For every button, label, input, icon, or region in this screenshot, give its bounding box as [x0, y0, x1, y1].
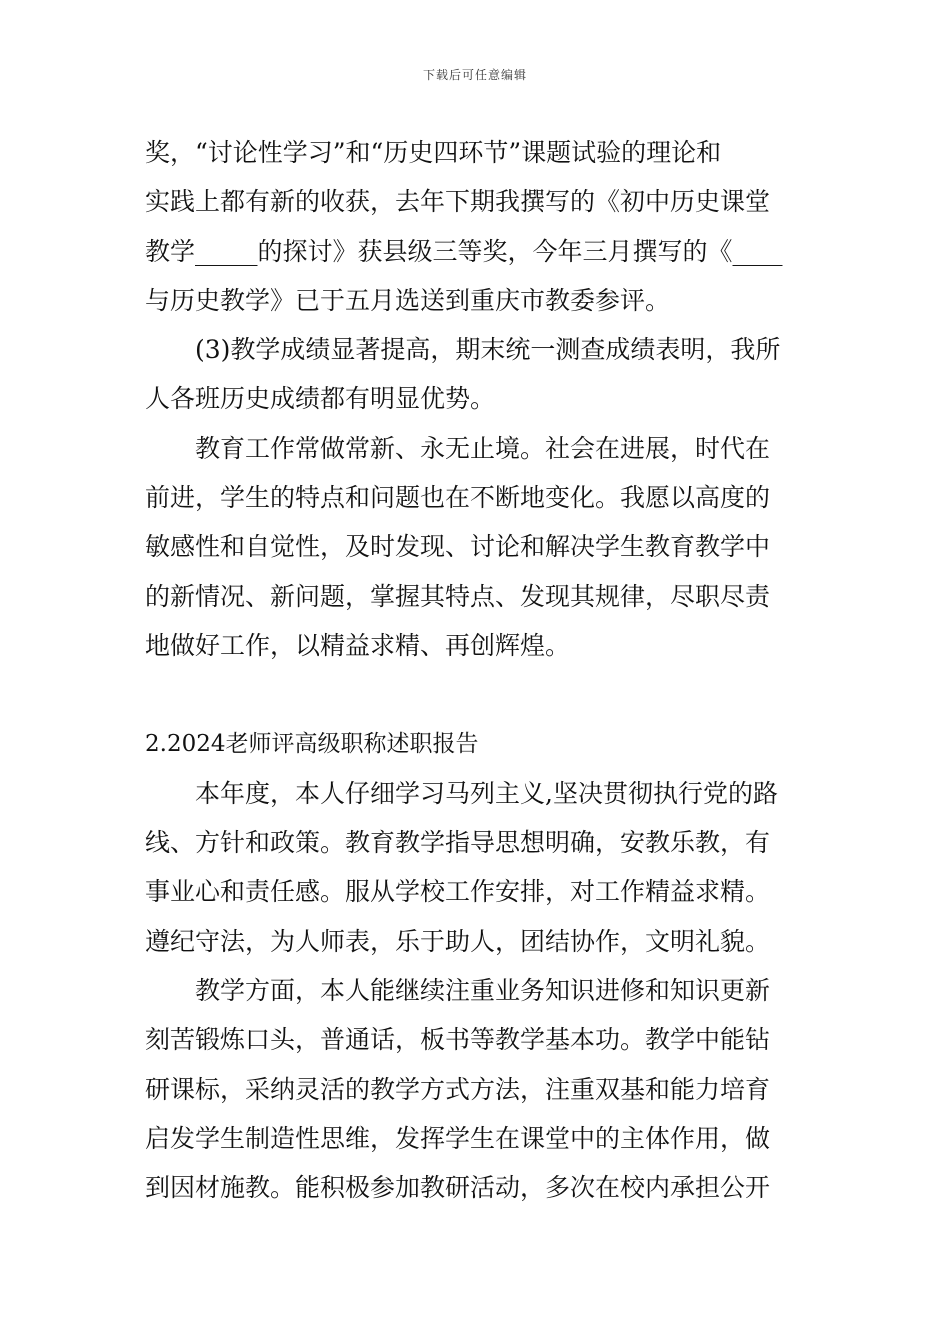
- text-line: 实践上都有新的收获，去年下期我撰写的《初中历史课堂: [145, 187, 771, 217]
- text-line: 启发学生制造性思维，发挥学生在课堂中的主体作用，做: [145, 1123, 771, 1153]
- text-line: 奖，“讨论性学习”和“历史四环节”课题试验的理论和: [145, 138, 722, 167]
- document-body: [145, 128, 807, 1213]
- text-line: 地做好工作，以精益求精、再创辉煌。: [145, 630, 571, 660]
- text-line: 事业心和责任感。服从学校工作安排，对工作精益求精。: [145, 877, 771, 907]
- text-line: 刻苦锻炼口头，普通话，板书等教学基本功。教学中能钻: [145, 1025, 771, 1055]
- text-line: 与历史教学》已于五月选送到重庆市教委参评。: [145, 285, 671, 315]
- text-line: 教学_____的探讨》获县级三等奖，今年三月撰写的《____: [145, 236, 783, 266]
- text-line: 的新情况、新问题，掌握其特点、发现其规律，尽职尽责: [145, 581, 771, 611]
- section-spacer: [145, 670, 807, 719]
- text-line: 遵纪守法，为人师表，乐于助人，团结协作，文明礼貌。: [145, 926, 771, 956]
- text-line: 到因材施教。能积极参加教研活动，多次在校内承担公开: [145, 1173, 771, 1203]
- text-line: 前进，学生的特点和问题也在不断地变化。我愿以高度的: [145, 483, 771, 513]
- text-line: (3)教学成绩显著提高，期末统一测查成绩表明，我所: [145, 335, 781, 365]
- text-line: 本年度，本人仔细学习马列主义,坚决贯彻执行党的路: [145, 778, 778, 808]
- text-line: 人各班历史成绩都有明显优势。: [145, 384, 496, 414]
- text-line: 敏感性和自觉性，及时发现、讨论和解决学生教育教学中: [145, 532, 771, 562]
- page-header: 下载后可任意编辑: [422, 68, 527, 82]
- text-line: 线、方针和政策。教育教学指导思想明确，安教乐教，有: [145, 828, 771, 858]
- text-line: 教育工作常做常新、永无止境。社会在进展，时代在: [145, 433, 771, 463]
- text-line: 教学方面，本人能继续注重业务知识进修和知识更新: [145, 976, 771, 1006]
- section-heading: 2.2024老师评高级职称述职报告: [145, 730, 479, 757]
- text-line: 研课标，采纳灵活的教学方式方法，注重双基和能力培育: [145, 1074, 771, 1104]
